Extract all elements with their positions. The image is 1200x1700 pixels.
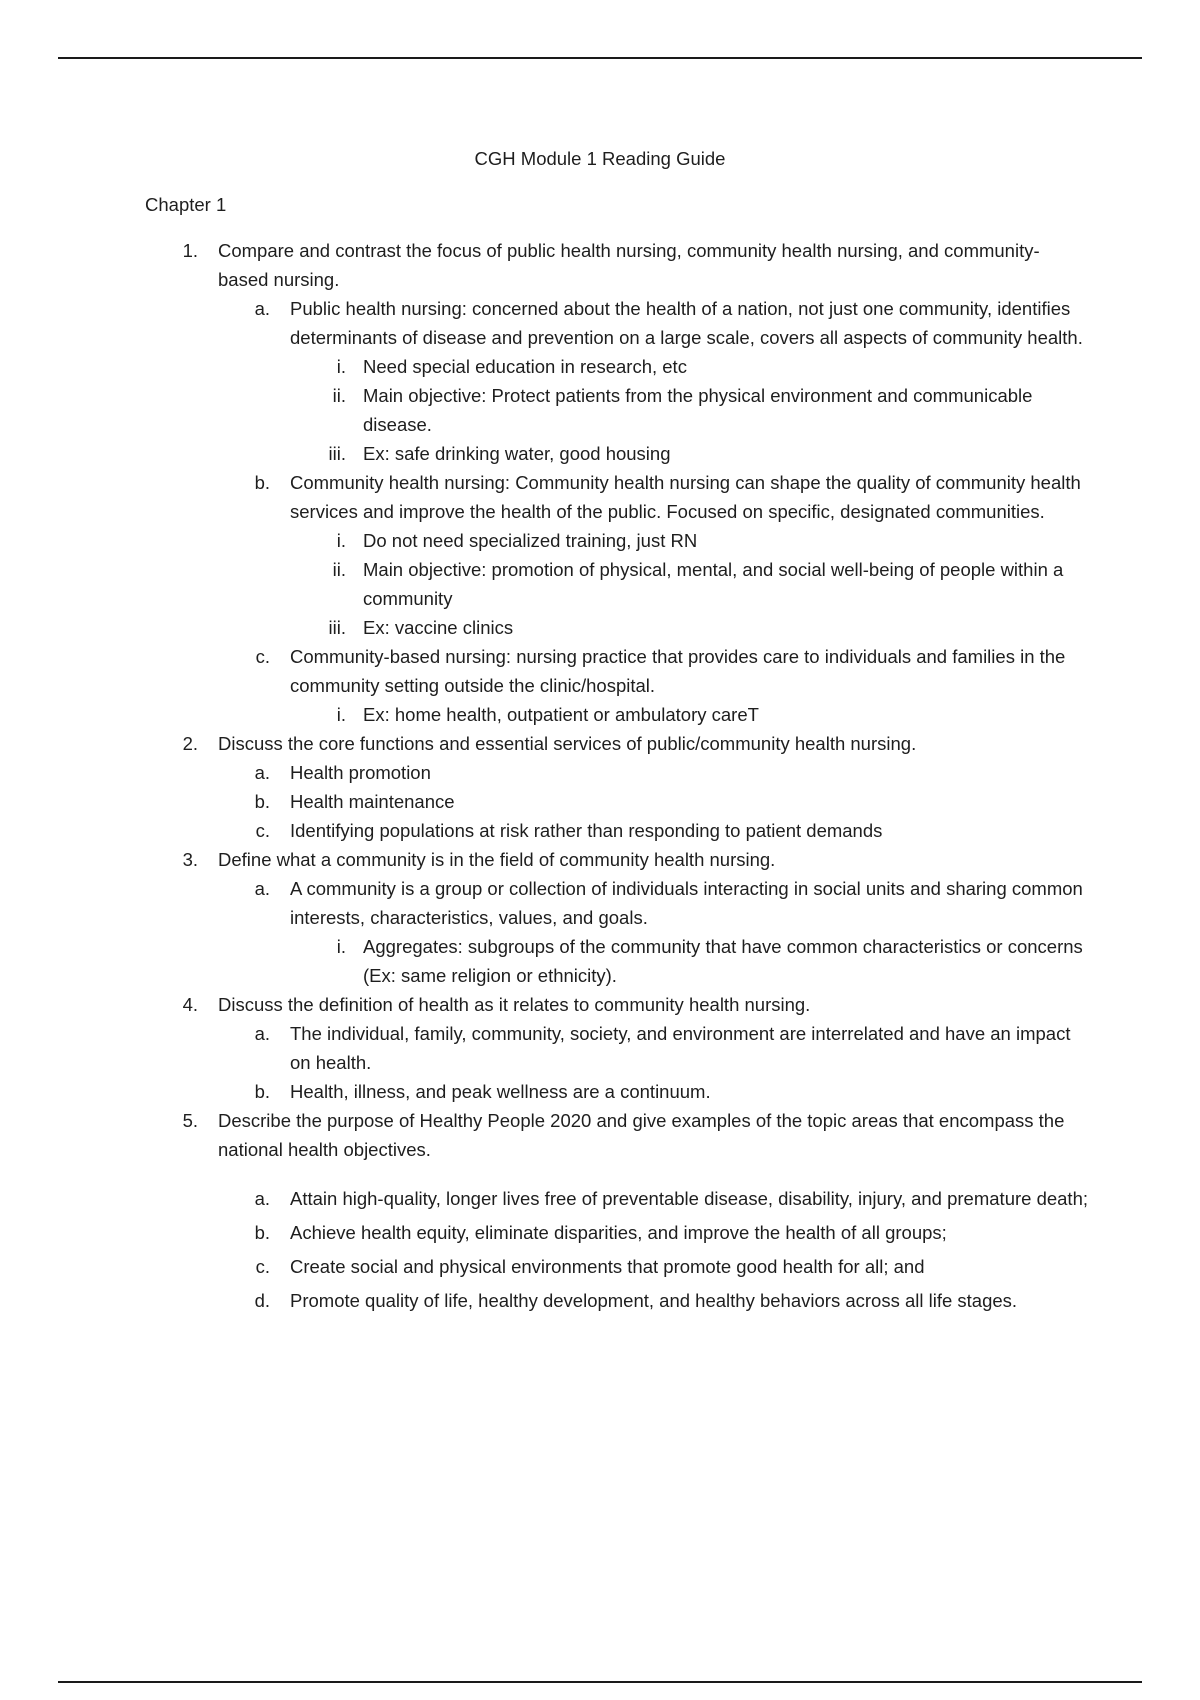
- question-text: Define what a community is in the field of community health nursing.: [218, 849, 776, 870]
- answer-item: [0, 816, 1200, 845]
- answer-item: [0, 1019, 1200, 1077]
- question-1: [0, 236, 1200, 294]
- question-5: [0, 1106, 1200, 1164]
- answer-text: A community is a group or collection of individuals interacting in social units and sharing common interests, characteristics, values, and goals.: [290, 878, 1083, 928]
- list-marker: i.: [336, 704, 346, 725]
- sub-item-text: Aggregates: subgroups of the community that have common characteristics or concerns (Ex: same religion or ethnicity).: [363, 936, 1083, 986]
- header-rule: [58, 57, 1142, 59]
- sub-item: [0, 613, 1200, 642]
- list-marker: 4.: [182, 994, 198, 1015]
- answer-text: Community health nursing: Community health nursing can shape the quality of community health services and improve the health of the public. Focused on specific, designated communities.: [290, 472, 1081, 522]
- answer-item: [0, 468, 1200, 526]
- question-text: Discuss the definition of health as it relates to community health nursing.: [218, 994, 811, 1015]
- list-marker: d.: [254, 1290, 270, 1311]
- list-marker: b.: [254, 791, 270, 812]
- answer-text: Identifying populations at risk rather than responding to patient demands: [290, 820, 883, 841]
- document-title: CGH Module 1 Reading Guide: [474, 148, 726, 169]
- list-marker: ii.: [332, 385, 346, 406]
- answer-item: [0, 1250, 1200, 1284]
- list-marker: a.: [254, 298, 270, 319]
- question-3: [0, 845, 1200, 874]
- question-2: [0, 729, 1200, 758]
- answer-text: Community-based nursing: nursing practice that provides care to individuals and families in the community setting outside the clinic/hospital.: [290, 646, 1066, 696]
- spacer: [0, 1164, 1200, 1182]
- sub-item: [0, 932, 1200, 990]
- answer-item: [0, 294, 1200, 352]
- sub-item: [0, 381, 1200, 439]
- list-marker: a.: [254, 878, 270, 899]
- answer-item: [0, 1182, 1200, 1216]
- answer-text: Attain high-quality, longer lives free of preventable disease, disability, injury, and premature death;: [290, 1188, 1089, 1209]
- question-list: [0, 236, 1200, 1318]
- answer-text: Achieve health equity, eliminate disparities, and improve the health of all groups;: [290, 1222, 947, 1243]
- chapter-heading: Chapter 1: [145, 194, 227, 215]
- list-marker: 1.: [182, 240, 198, 261]
- list-marker: i.: [336, 356, 346, 377]
- sub-item: [0, 555, 1200, 613]
- answer-text: Health, illness, and peak wellness are a continuum.: [290, 1081, 711, 1102]
- sub-item: [0, 352, 1200, 381]
- answer-item: [0, 1216, 1200, 1250]
- list-marker: b.: [254, 472, 270, 493]
- list-marker: 3.: [182, 849, 198, 870]
- list-marker: c.: [255, 646, 270, 667]
- list-marker: ii.: [332, 559, 346, 580]
- list-marker: b.: [254, 1222, 270, 1243]
- list-marker: a.: [254, 762, 270, 783]
- list-marker: a.: [254, 1188, 270, 1209]
- list-marker: c.: [255, 1256, 270, 1277]
- answer-text: Promote quality of life, healthy development, and healthy behaviors across all life stages.: [290, 1290, 1018, 1311]
- sub-item-text: Main objective: promotion of physical, mental, and social well-being of people within a community: [363, 559, 1064, 609]
- list-marker: iii.: [328, 443, 346, 464]
- sub-item-text: Ex: safe drinking water, good housing: [363, 443, 671, 464]
- list-marker: a.: [254, 1023, 270, 1044]
- list-marker: b.: [254, 1081, 270, 1102]
- answer-item: [0, 642, 1200, 700]
- list-marker: 2.: [182, 733, 198, 754]
- sub-item-text: Do not need specialized training, just RN: [363, 530, 698, 551]
- answer-item: [0, 1284, 1200, 1318]
- footer-rule: [58, 1681, 1142, 1683]
- answer-text: Public health nursing: concerned about the health of a nation, not just one community, identifies determinants of disease and prevention on a large scale, covers all aspects of community health.: [290, 298, 1083, 348]
- question-text: Discuss the core functions and essential services of public/community health nursing.: [218, 733, 917, 754]
- question-text: Compare and contrast the focus of public health nursing, community health nursing, and community-based nursing.: [218, 240, 1040, 290]
- answer-item: [0, 1077, 1200, 1106]
- sub-item-text: Ex: vaccine clinics: [363, 617, 514, 638]
- sub-item-text: Main objective: Protect patients from the physical environment and communicable disease.: [363, 385, 1033, 435]
- list-marker: i.: [336, 936, 346, 957]
- answer-item: [0, 787, 1200, 816]
- sub-item: [0, 439, 1200, 468]
- question-4: [0, 990, 1200, 1019]
- answer-item: [0, 758, 1200, 787]
- sub-item: [0, 700, 1200, 729]
- answer-text: The individual, family, community, society, and environment are interrelated and have an impact on health.: [290, 1023, 1071, 1073]
- sub-item-text: Ex: home health, outpatient or ambulatory careT: [363, 704, 759, 725]
- sub-item-text: Need special education in research, etc: [363, 356, 687, 377]
- list-marker: 5.: [182, 1110, 198, 1131]
- answer-text: Create social and physical environments that promote good health for all; and: [290, 1256, 925, 1277]
- sub-item: [0, 526, 1200, 555]
- answer-text: Health maintenance: [290, 791, 455, 812]
- list-marker: i.: [336, 530, 346, 551]
- question-text: Describe the purpose of Healthy People 2020 and give examples of the topic areas that encompass the national health objectives.: [218, 1110, 1065, 1160]
- answer-text: Health promotion: [290, 762, 431, 783]
- list-marker: c.: [255, 820, 270, 841]
- list-marker: iii.: [328, 617, 346, 638]
- answer-item: [0, 874, 1200, 932]
